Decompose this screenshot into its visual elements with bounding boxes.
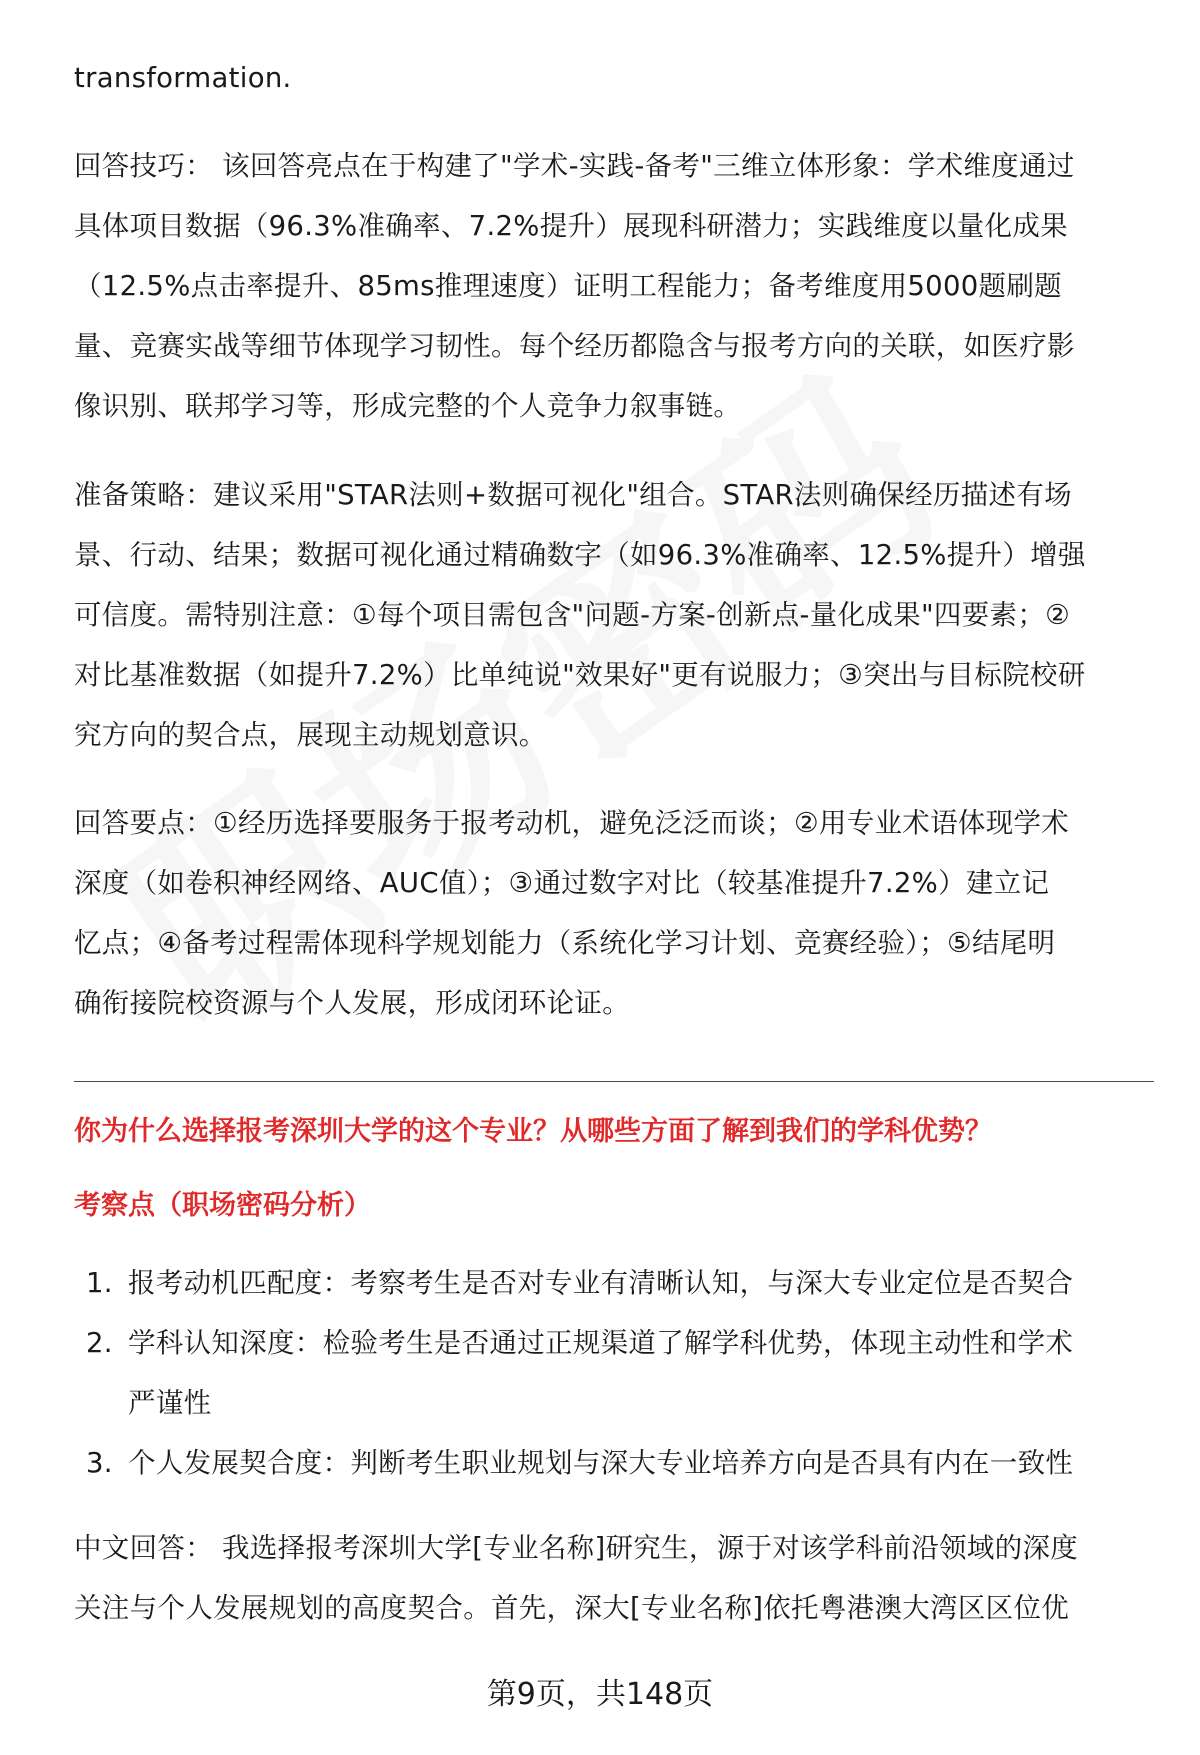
list-item (74, 1433, 1154, 1493)
prep-strategy-line: 景、行动、结果；数据可视化通过精确数字（如96.3%准确率、12.5%提升）增强 (74, 539, 1086, 571)
list-number: 1. (86, 1267, 113, 1299)
section-divider (74, 1081, 1154, 1082)
key-points-line: 回答要点：①经历选择要服务于报考动机，避免泛泛而谈；②用专业术语体现学术 (74, 807, 1070, 839)
list-item (74, 1313, 1154, 1433)
assessment-list (74, 1253, 1154, 1493)
answer-tips-line: 量、竞赛实战等细节体现学习韧性。每个经历都隐含与报考方向的关联，如医疗影 (74, 330, 1075, 362)
chinese-answer-line: 关注与个人发展规划的高度契合。首先，深大[专业名称]依托粤港澳大湾区区位优 (74, 1592, 1070, 1624)
key-points-line: 深度（如卷积神经网络、AUC值）；③通过数字对比（较基准提升7.2%）建立记 (74, 867, 1050, 899)
key-points-line: 忆点；④备考过程需体现科学规划能力（系统化学习计划、竞赛经验）；⑤结尾明 (74, 927, 1056, 959)
prep-strategy-paragraph (74, 465, 1154, 765)
list-item (74, 1253, 1154, 1313)
prep-strategy-line: 准备策略：建议采用"STAR法则+数据可视化"组合。STAR法则确保经历描述有场 (74, 479, 1072, 511)
list-item-text: 学科认知深度：检验考生是否通过正规渠道了解学科优势，体现主动性和学术 (128, 1327, 1074, 1359)
chinese-answer-line: 中文回答： 我选择报考深圳大学[专业名称]研究生，源于对该学科前沿领域的深度 (74, 1532, 1079, 1564)
prep-strategy-line: 可信度。需特别注意：①每个项目需包含"问题-方案-创新点-量化成果"四要素；② (74, 599, 1071, 631)
page-footer: 第9页，共148页 (486, 1677, 714, 1712)
question-heading: 你为什么选择报考深圳大学的这个专业？从哪些方面了解到我们的学科优势？ (74, 1116, 992, 1147)
answer-tips-line: 像识别、联邦学习等，形成完整的个人竞争力叙事链。 (74, 390, 742, 422)
prep-strategy-line: 对比基准数据（如提升7.2%）比单纯说"效果好"更有说服力；③突出与目标院校研 (74, 659, 1086, 691)
list-number: 2. (86, 1327, 113, 1359)
prep-strategy-line: 究方向的契合点，展现主动规划意识。 (74, 719, 547, 751)
list-item-text: 个人发展契合度：判断考生职业规划与深大专业培养方向是否具有内在一致性 (128, 1447, 1074, 1479)
answer-tips-line: 回答技巧： 该回答亮点在于构建了"学术-实践-备考"三维立体形象：学术维度通过 (74, 150, 1075, 182)
list-item-text: 严谨性 (128, 1387, 212, 1419)
key-points-paragraph (74, 793, 1154, 1033)
answer-tips-line: （12.5%点击率提升、85ms推理速度）证明工程能力；备考维度用5000题刷题 (74, 270, 1062, 302)
intro-tail: transformation. (74, 62, 292, 94)
answer-tips-line: 具体项目数据（96.3%准确率、7.2%提升）展现科研潜力；实践维度以量化成果 (74, 210, 1068, 242)
list-number: 3. (86, 1447, 113, 1479)
answer-tips-paragraph (74, 136, 1154, 436)
key-points-line: 确衔接院校资源与个人发展，形成闭环论证。 (74, 987, 630, 1019)
chinese-answer-paragraph (74, 1518, 1154, 1638)
document-page (74, 0, 1154, 1755)
assessment-subheading: 考察点（职场密码分析） (74, 1190, 371, 1221)
list-item-text: 报考动机匹配度：考察考生是否对专业有清晰认知，与深大专业定位是否契合 (128, 1267, 1074, 1299)
